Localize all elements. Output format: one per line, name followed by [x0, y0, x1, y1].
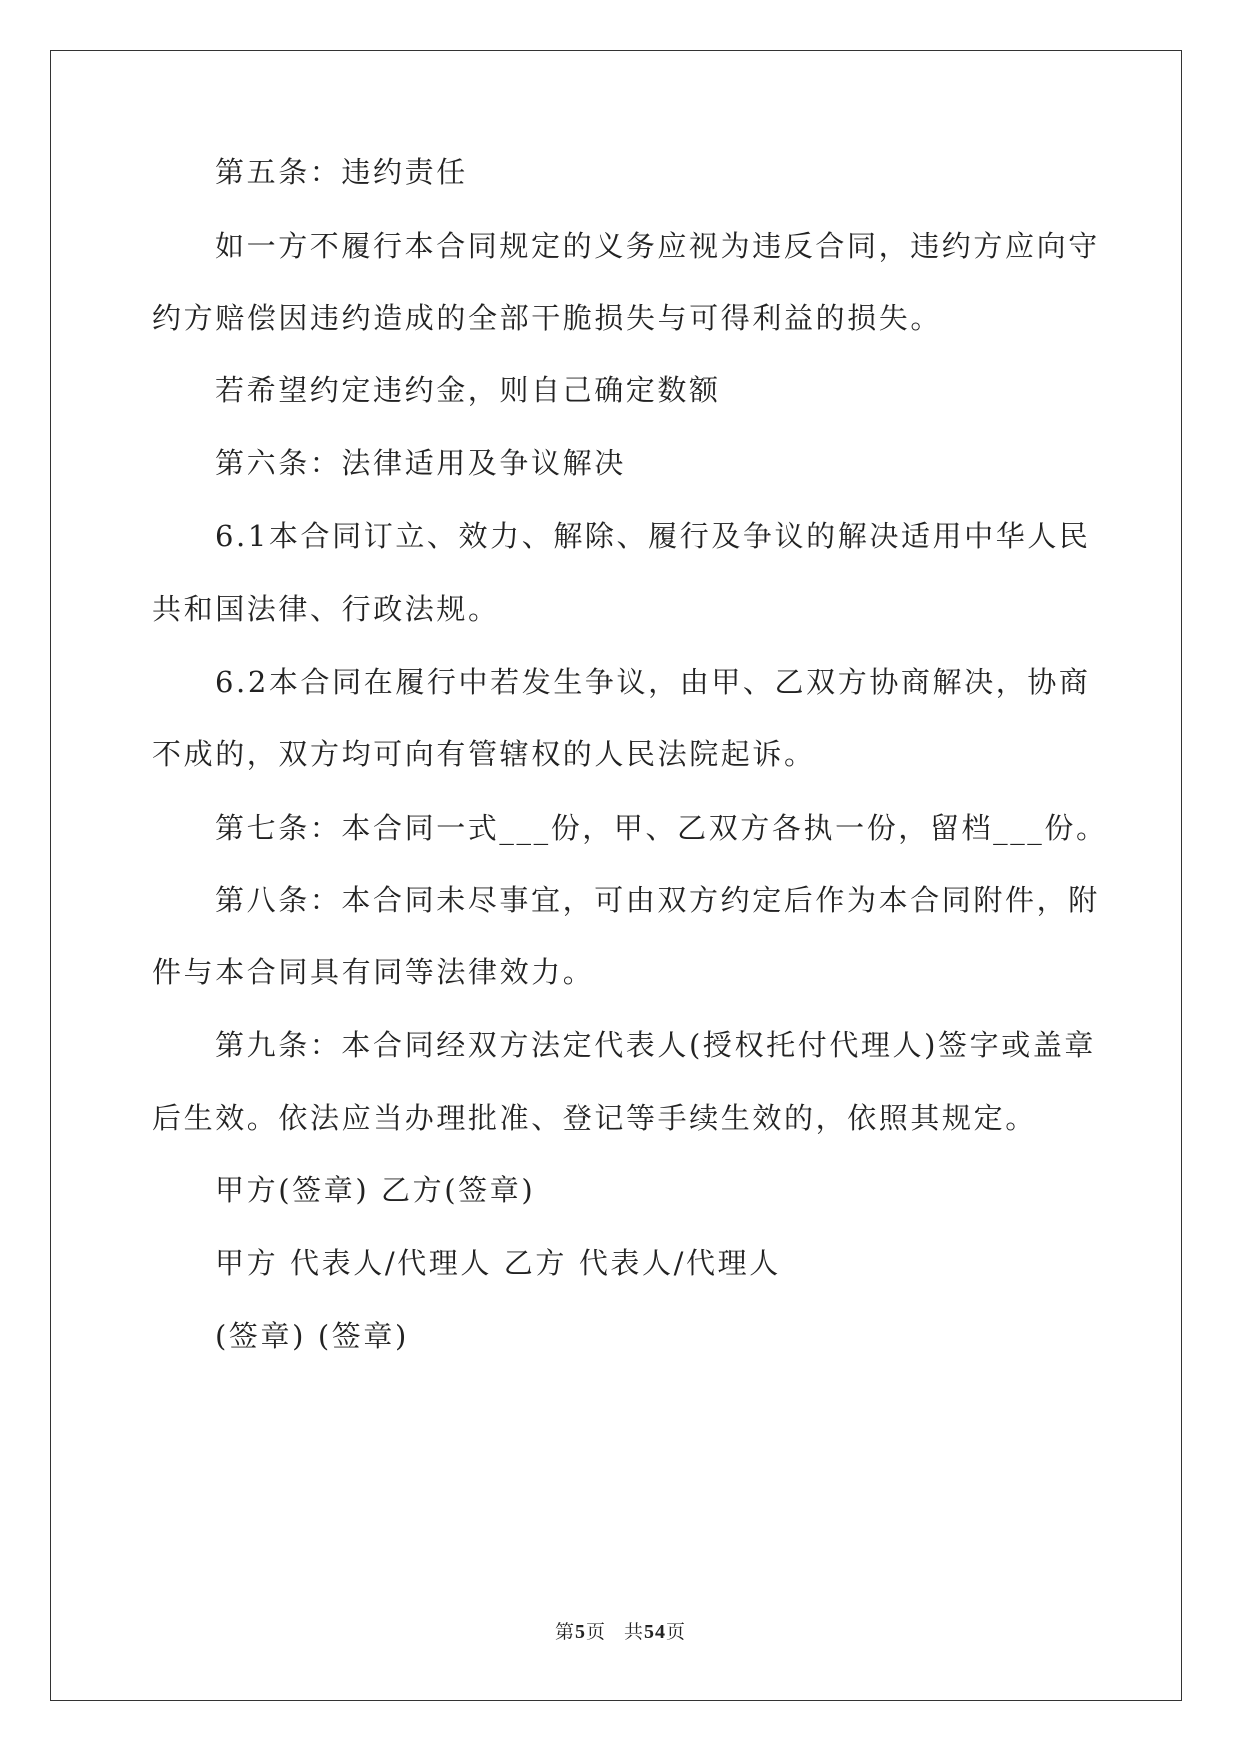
article-5-text-line-1: 如一方不履行本合同规定的义务应视为违反合同，违约方应向守: [215, 229, 1100, 263]
article-6-heading: 第六条：法律适用及争议解决: [215, 446, 626, 480]
article-8-line-2: 件与本合同具有同等法律效力。: [152, 955, 595, 989]
clause-6-1-line-1: 6.1本合同订立、效力、解除、履行及争议的解决适用中华人民: [215, 519, 1091, 553]
article-5-penalty-note: 若希望约定违约金，则自己确定数额: [215, 373, 721, 407]
clause-6-1-line-2: 共和国法律、行政法规。: [152, 592, 500, 626]
footer-page-number: 5: [574, 1621, 586, 1643]
page-footer: [0, 1617, 1241, 1644]
footer-total-suffix: 页: [666, 1621, 687, 1643]
article-8-line-1: 第八条：本合同未尽事宜，可由双方约定后作为本合同附件，附: [215, 883, 1100, 917]
article-5-text-line-2: 约方赔偿因违约造成的全部干脆损失与可得利益的损失。: [152, 301, 943, 335]
signature-seals-line: (签章) (签章): [215, 1319, 409, 1353]
article-9-line-1: 第九条：本合同经双方法定代表人(授权托付代理人)签字或盖章: [215, 1028, 1097, 1062]
clause-6-2-line-2: 不成的，双方均可向有管辖权的人民法院起诉。: [152, 737, 816, 771]
article-7-text: 第七条：本合同一式___份，甲、乙双方各执一份，留档___份。: [215, 811, 1108, 845]
footer-total-prefix: 共: [624, 1621, 645, 1643]
footer-page-prefix: 第: [554, 1621, 575, 1643]
footer-page-suffix: 页: [585, 1621, 606, 1643]
footer-total-pages: 54: [644, 1621, 667, 1643]
article-5-heading: 第五条：违约责任: [215, 155, 468, 189]
signature-parties-line: 甲方(签章) 乙方(签章): [215, 1173, 536, 1207]
clause-6-2-line-1: 6.2本合同在履行中若发生争议，由甲、乙双方协商解决，协商: [215, 665, 1091, 699]
article-9-line-2: 后生效。依法应当办理批准、登记等手续生效的，依照其规定。: [152, 1101, 1037, 1135]
signature-representatives-line: 甲方 代表人/代理人 乙方 代表人/代理人: [215, 1246, 781, 1280]
